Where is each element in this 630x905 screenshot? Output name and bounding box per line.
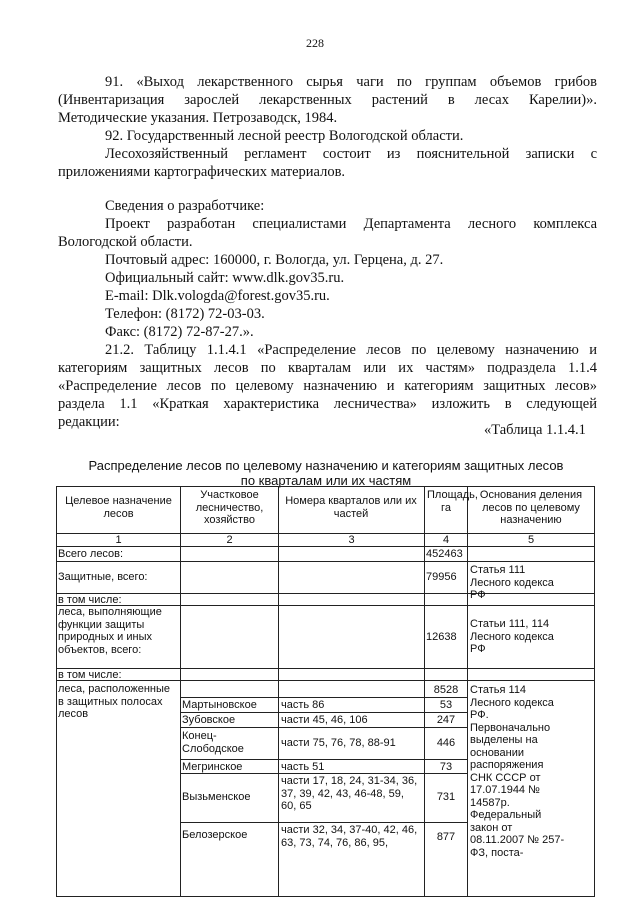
row-functions-label: леса, выполняющие функции защиты природных и иных объектов, всего: bbox=[58, 606, 162, 656]
row-total-area: 452463 bbox=[426, 548, 463, 560]
forestry-area: 877 bbox=[436, 831, 456, 843]
header-forestry: Участковое лесничество, хозяйство bbox=[195, 489, 264, 526]
developer-line2: Вологодской области. bbox=[58, 234, 193, 250]
para-21-2-line3: «Распределение лесов по целевому назначению и категориям защитных лесов» bbox=[58, 378, 597, 394]
row-protective-basis: Статья 111 Лесного кодекса РФ bbox=[470, 564, 554, 601]
row-including-1: в том числе: bbox=[58, 594, 122, 606]
header-area: Площадь, га bbox=[427, 489, 478, 514]
forestry-blocks: части 32, 34, 37-40, 42, 46, 63, 73, 74, 76, 86, 95, bbox=[281, 824, 418, 849]
forestry-blocks: части 17, 18, 24, 31-34, 36, 37, 39, 42, 43, 46-48, 59, 60, 65 bbox=[281, 775, 418, 812]
table-caption-line2: по кварталам или их частям bbox=[240, 473, 412, 488]
para-21-2-line5: редакции: bbox=[58, 414, 120, 430]
ref-91-line1: 91. «Выход лекарственного сырья чаги по группам объемов грибов bbox=[105, 74, 597, 90]
forestry-area: 731 bbox=[436, 791, 456, 803]
regulation-line1: Лесохозяйственный регламент состоит из пояснительной записки с bbox=[105, 146, 597, 162]
col-number-4: 4 bbox=[442, 534, 450, 546]
developer-title: Сведения о разработчике: bbox=[105, 198, 265, 214]
ref-91-line3: Методические указания. Петрозаводск, 1984. bbox=[58, 110, 338, 126]
forestry-name: Белозерское bbox=[182, 829, 248, 841]
forestry-area: 446 bbox=[436, 737, 456, 749]
email: E-mail: Dlk.vologda@forest.gov35.ru. bbox=[105, 288, 330, 304]
forestry-name: Мартыновское bbox=[182, 699, 257, 711]
row-functions-basis: Статьи 111, 114 Лесного кодекса РФ bbox=[470, 618, 554, 655]
developer-line1: Проект разработан специалистами Департамента лесного комплекса bbox=[105, 216, 597, 232]
row-strips-basis: Статья 114 Лесного кодекса РФ. Первоначально выделены на основании распоряжения СНК СССР от 17.07.1944 № 14587р. Федеральный закон от 08.11.2007 № 257-ФЗ, поста- bbox=[470, 684, 565, 859]
phone: Телефон: (8172) 72-03-03. bbox=[105, 306, 265, 322]
official-site: Официальный сайт: www.dlk.gov35.ru. bbox=[105, 270, 345, 286]
col-number-5: 5 bbox=[527, 534, 535, 546]
row-strips-label: леса, расположенные в защитных полосах лесов bbox=[58, 683, 171, 720]
forestry-name: Вызьменское bbox=[182, 791, 251, 803]
table-caption-line1: Распределение лесов по целевому назначению и категориям защитных лесов bbox=[88, 458, 564, 473]
table-label: «Таблица 1.1.4.1 bbox=[484, 422, 586, 438]
col-number-2: 2 bbox=[226, 534, 233, 546]
forestry-blocks: части 75, 76, 78, 88-91 bbox=[281, 737, 396, 749]
page-number: 228 bbox=[306, 36, 324, 50]
row-protective-area: 79956 bbox=[426, 571, 457, 583]
row-including-2: в том числе: bbox=[58, 669, 122, 681]
postal-address: Почтовый адрес: 160000, г. Вологда, ул. Герцена, д. 27. bbox=[105, 252, 444, 268]
row-strips-area: 8528 bbox=[433, 684, 459, 696]
header-basis: Основания деления лесов по целевому назначению bbox=[479, 489, 583, 526]
para-21-2-line1: 21.2. Таблицу 1.1.4.1 «Распределение лесов по целевому назначению и bbox=[105, 342, 597, 358]
forestry-area: 247 bbox=[436, 714, 456, 726]
ref-92: 92. Государственный лесной реестр Вологодской области. bbox=[105, 128, 464, 144]
ref-91-line2: (Инвентаризация зарослей лекарственных растений в лесах Карелии)». bbox=[58, 92, 597, 108]
forestry-area: 53 bbox=[439, 699, 453, 711]
forestry-name: Мегринское bbox=[182, 761, 243, 773]
header-purpose: Целевое назначение лесов bbox=[65, 495, 172, 520]
row-total-label: Всего лесов: bbox=[58, 548, 124, 560]
forestry-name: Конец-Слободское bbox=[182, 730, 244, 755]
regulation-line2: приложениями картографических материалов. bbox=[58, 164, 346, 180]
row-functions-area: 12638 bbox=[426, 631, 457, 643]
row-protective-label: Защитные, всего: bbox=[58, 571, 148, 583]
col-number-1: 1 bbox=[115, 534, 122, 546]
para-21-2-line2: категориям защитных лесов по кварталам или их частям» подраздела 1.1.4 bbox=[58, 360, 597, 376]
forestry-blocks: часть 86 bbox=[281, 699, 325, 711]
forestry-name: Зубовское bbox=[182, 714, 236, 726]
forestry-area: 73 bbox=[439, 761, 453, 773]
para-21-2-line4: раздела 1.1 «Краткая характеристика лесничества» изложить в следующей bbox=[58, 396, 597, 412]
col-number-3: 3 bbox=[348, 534, 355, 546]
forestry-blocks: часть 51 bbox=[281, 761, 325, 773]
header-blocks: Номера кварталов или их частей bbox=[285, 495, 417, 520]
fax: Факс: (8172) 72-87-27.». bbox=[105, 324, 254, 340]
forestry-blocks: части 45, 46, 106 bbox=[281, 714, 368, 726]
